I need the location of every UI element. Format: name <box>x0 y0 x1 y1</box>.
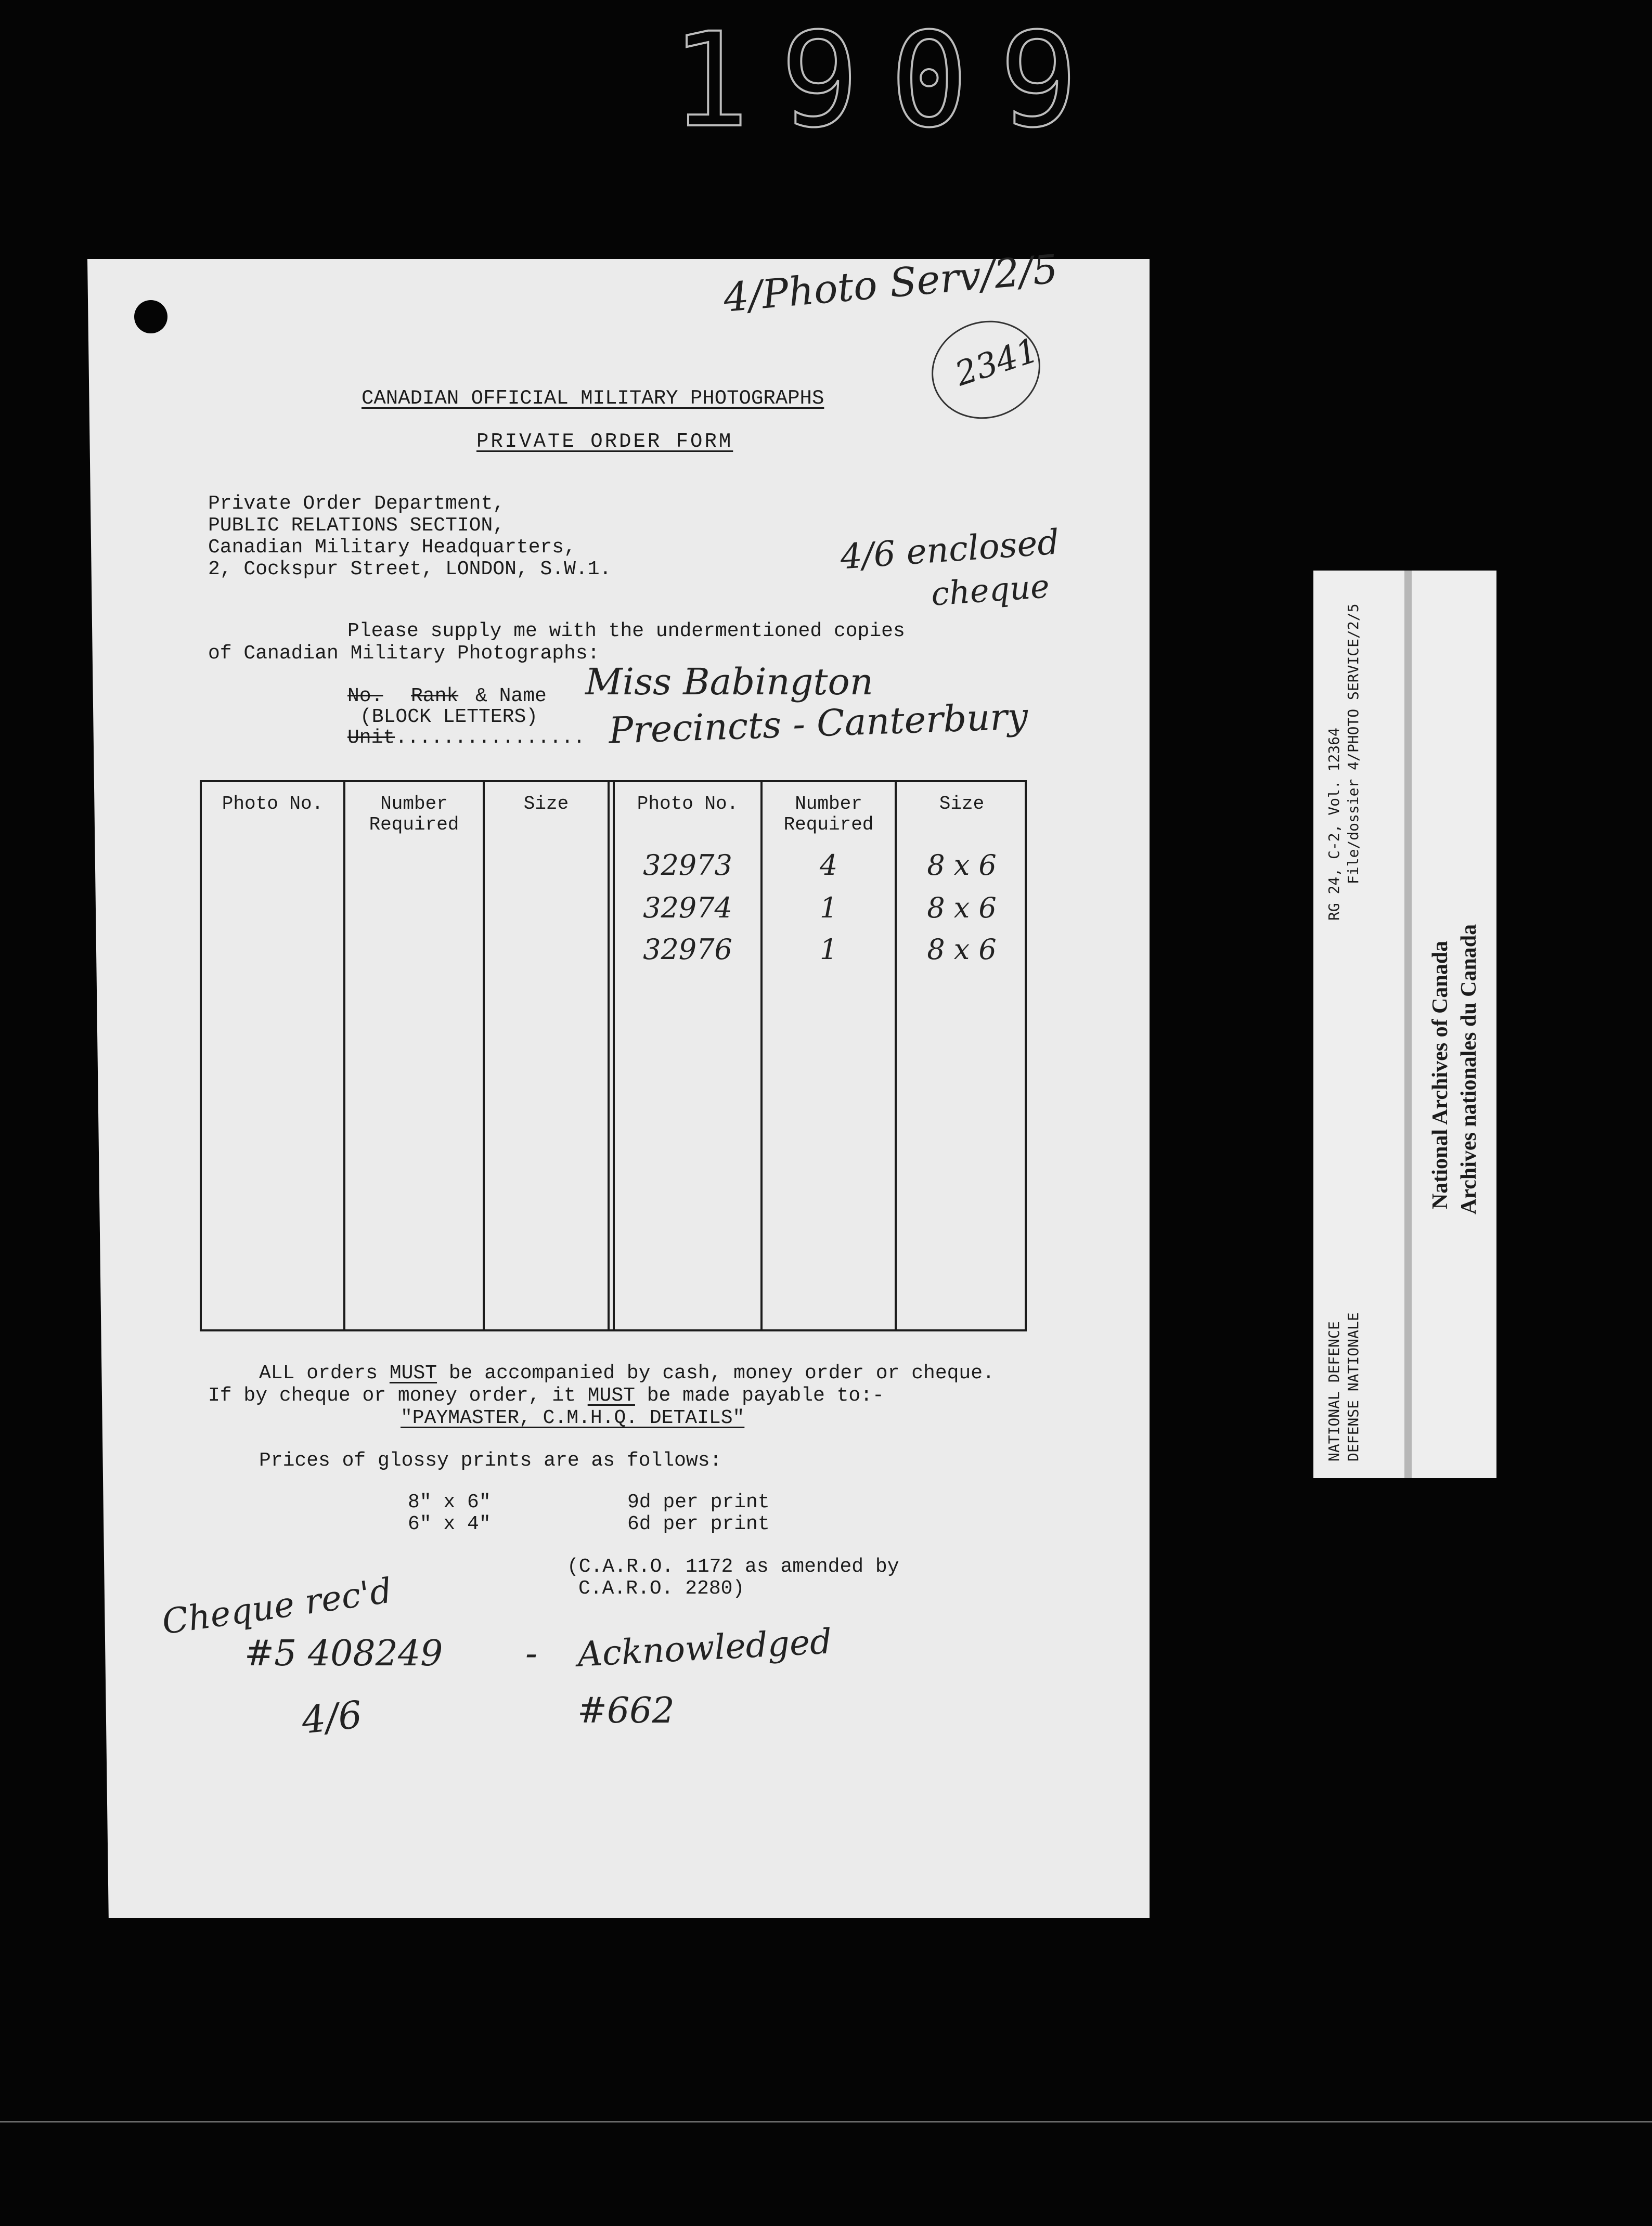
header-size: Size <box>939 793 985 814</box>
archive-dept-en: NATIONAL DEFENCE <box>1325 1321 1343 1461</box>
column-divider <box>483 782 485 1329</box>
archive-label-divider <box>1404 571 1412 1478</box>
form-title: CANADIAN OFFICIAL MILITARY PHOTOGRAPHS <box>362 387 824 410</box>
address-line: Canadian Military Headquarters, <box>208 536 576 559</box>
cell-size: 8 x 6 <box>927 849 997 882</box>
cell-size: 8 x 6 <box>927 891 997 924</box>
price-size: 6" x 4" <box>408 1513 491 1535</box>
column-divider <box>343 782 345 1329</box>
price-amount: 6d per print <box>627 1513 770 1535</box>
cell-number-required: 1 <box>819 891 838 924</box>
label-unit: Unit <box>347 727 395 749</box>
film-edge-rule <box>0 2121 1652 2123</box>
label-name: & Name <box>475 685 547 707</box>
archive-ref-line-1: RG 24, C-2, Vol. 12364 <box>1325 728 1343 921</box>
form-subtitle: PRIVATE ORDER FORM <box>476 430 733 453</box>
prices-heading: Prices of glossy prints are as follows: <box>259 1450 722 1472</box>
cell-size: 8 x 6 <box>927 933 997 966</box>
caro-reference-2: C.A.R.O. 2280) <box>578 1577 745 1600</box>
address-line: PUBLIC RELATIONS SECTION, <box>208 514 505 537</box>
label-rank: Rank <box>411 685 459 707</box>
label-block-letters: (BLOCK LETTERS) <box>360 706 538 728</box>
cell-photo-no: 32974 <box>643 891 732 924</box>
payment-text: If by cheque or money order, it <box>208 1384 588 1407</box>
archive-dept-fr: DEFENSE NATIONALE <box>1345 1312 1362 1461</box>
label-no: No. <box>347 685 383 707</box>
price-size: 8" x 6" <box>408 1491 491 1513</box>
archive-name-fr: Archives nationales du Canada <box>1457 924 1481 1214</box>
margin-note-enclosed: 4/6 enclosed <box>838 522 1061 577</box>
header-size: Size <box>523 793 569 814</box>
order-table <box>200 780 1027 1331</box>
payment-must: MUST <box>389 1362 437 1384</box>
cell-photo-no: 32973 <box>643 849 732 882</box>
file-reference-handwritten: 4/Photo Serv/2/5 <box>721 245 1060 321</box>
column-divider <box>608 782 610 1329</box>
cell-number-required: 1 <box>819 933 838 966</box>
handwritten-name: Miss Babington <box>585 661 873 703</box>
unit-dots: ................ <box>395 727 585 749</box>
payment-must: MUST <box>587 1384 635 1407</box>
request-line-2: of Canadian Military Photographs: <box>208 642 600 665</box>
stamp-number: 2341 <box>950 331 1043 394</box>
header-photo-no: Photo No. <box>222 793 324 814</box>
footer-cheque-number: #5 408249 <box>244 1633 443 1674</box>
handwritten-address: Precincts - Canterbury <box>608 694 1029 753</box>
cell-photo-no: 32976 <box>643 933 732 966</box>
footer-acknowledged: Acknowledged <box>576 1621 833 1675</box>
address-line: 2, Cockspur Street, LONDON, S.W.1. <box>208 558 612 580</box>
footer-dash: - <box>525 1633 537 1674</box>
payment-line-1 <box>259 1363 995 1384</box>
header-photo-no: Photo No. <box>637 793 739 814</box>
caro-reference-1: (C.A.R.O. 1172 as amended by <box>567 1556 899 1578</box>
price-amount: 9d per print <box>627 1491 770 1513</box>
margin-note-cheque: cheque <box>930 567 1051 613</box>
cell-number-required: 4 <box>819 849 838 882</box>
payment-line-2 <box>208 1385 884 1407</box>
payment-text: ALL orders <box>259 1362 390 1384</box>
film-frame-number: 1909 <box>671 5 1109 156</box>
header-number-required: Number Required <box>783 793 874 835</box>
footer-ref: #662 <box>577 1690 675 1731</box>
payee: "PAYMASTER, C.M.H.Q. DETAILS" <box>401 1407 745 1429</box>
archive-ref-line-2: File/dossier 4/PHOTO SERVICE/2/5 <box>1345 603 1362 884</box>
payment-text: be made payable to:- <box>635 1384 884 1407</box>
payment-text: be accompanied by cash, money order or cheque. <box>437 1362 995 1384</box>
request-line-1: Please supply me with the undermentioned copies <box>347 620 905 642</box>
archive-name-en: National Archives of Canada <box>1428 940 1452 1209</box>
footer-amount: 4/6 <box>299 1692 364 1742</box>
address-line: Private Order Department, <box>208 493 505 515</box>
footer-cheque-received: Cheque rec'd <box>159 1570 395 1642</box>
punch-hole <box>134 300 167 333</box>
header-number-required: Number Required <box>369 793 459 835</box>
